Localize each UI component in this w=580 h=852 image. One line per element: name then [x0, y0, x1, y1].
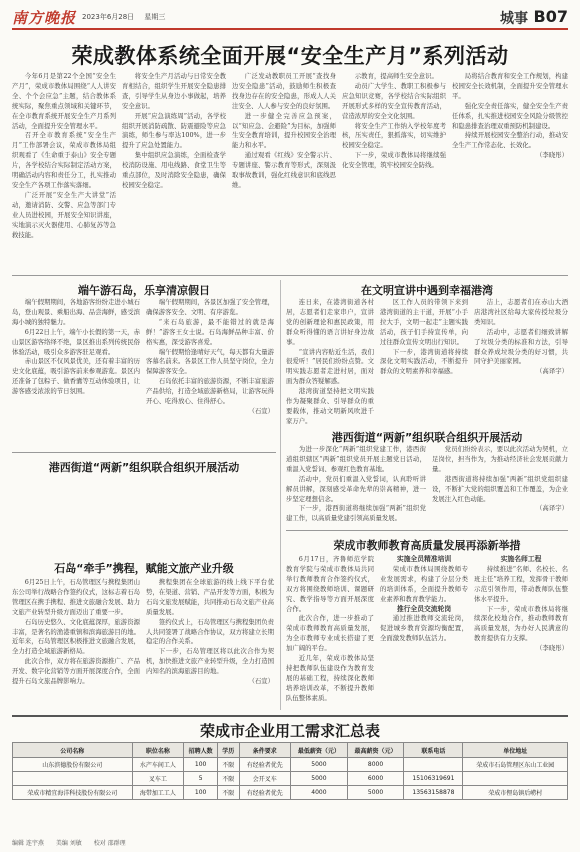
table-cell: 5000 — [291, 758, 348, 772]
haixi-col1: 连日来，在港湾街道各村居，志愿者们走家串户，宣讲党的创新理论和惠民政策，用群众听得懂的语言讲好身边故事。 “宣讲内容贴近生活，我们很爱听！”居民们纷纷点赞。文明实践志愿者走进村居，面对面为群众答疑解惑。 港湾街道坚持把文明实践作为凝聚群众、引导群众的重要载体，推动文明新风吹进千家万户。 — [286, 298, 374, 424]
table-cell: 叉车工 — [132, 772, 184, 786]
rong-headline: 荣成市教师教育高质量发展再添新举措 — [333, 539, 521, 552]
haixi-headline: 在文明宣讲中遇到幸福港湾 — [361, 284, 493, 297]
table-cell: 有经验者优先 — [239, 758, 291, 772]
rong-col1: 6月17日，齐鲁师范学院教育学院与荣成市教体局共同举行教师教育合作签约仪式，双方将围绕教师培训、课题研究、教学指导等方面开展深度合作。 此次合作，进一步推动了荣成市教师教育高质量发展，为全市教师专业成长搭建了更加广阔的平台。 近几年，荣成市教体局坚持把教师队伍建设作为教育发展的基础工程，持续深化教师培养培训改革，不断提升教师队伍整体素质。 — [286, 555, 374, 702]
col-header: 公司名称 — [13, 743, 133, 758]
table-cell: 100 — [184, 786, 218, 800]
table-cell: 100 — [184, 758, 218, 772]
col-header: 联系电话 — [404, 743, 463, 758]
col-header: 招聘人数 — [184, 743, 218, 758]
haixi-col3: 洁上，志愿者们在赤山大酒店港湾社区给每大家传授垃圾分类知识。 活动中，志愿者们细致讲解了垃圾分类的标准和方法，引导群众养成垃圾分类的好习惯，共同守护美丽家园。 （高译宇） — [474, 298, 568, 376]
gang-col1: 为进一步深化“两新”组织党建工作，港西街道组织辖区“两新”组织党员开展主题党日活动，重温入党誓词、参观红色教育基地。 活动中，党员们重温入党誓词，认真聆听讲解员讲解，深刻感受革命先辈的崇高精神，进一步坚定理想信念。 下一步，港西街道将继续加强“两新”组织党建工作，以高质量党建引领高质量发展。 — [286, 445, 426, 523]
col-header: 职位名称 — [132, 743, 184, 758]
shidao-col1: 端午假期期间，各地游客纷纷走进小城石岛，登山观景、乘船出海、品尝海鲜，感受滨海小城的独特魅力。 6月22日上午，端午小长假的第一天，赤山景区游客络绎不绝，景区推出系列传统民俗体验活动，吸引众多游客驻足观看。 赤山景区不仅风景优美，还有着丰富的历史文化底蕴，吸引游客前来参观游览。景区内还准备了包粽子、做香囊等互动体验项目，让游客感受浓浓的节日氛围。 — [12, 298, 140, 396]
col-header: 学历 — [218, 743, 239, 758]
table-cell: 山东滨德股份有限公司 — [13, 758, 133, 772]
table-cell: 13563158878 — [404, 786, 463, 800]
divider — [12, 715, 568, 717]
table-cell: 不限 — [218, 772, 239, 786]
jobs-table — [12, 742, 568, 800]
footer-editor: 编辑 连宇燕 — [12, 840, 44, 847]
table-cell: 5000 — [291, 772, 348, 786]
table-cell — [463, 772, 568, 786]
table-row — [13, 758, 568, 772]
table-cell: 有经验者优先 — [239, 786, 291, 800]
column-divider — [280, 280, 281, 710]
date-bar — [82, 12, 173, 22]
table-cell: 6000 — [347, 772, 404, 786]
table-cell: 5000 — [347, 786, 404, 800]
gang-byline: （高译宇） — [536, 504, 568, 513]
shidao-col2: 端午假期期间，各景区加强了安全管理，确保游客安全、文明、有序游览。 “来石岛旅游，最不能错过的就是海鲜！”游客王女士说。石岛海鲜品种丰富、价格实惠，深受游客喜爱。 端午假期恰逢晴好天气，每天都有大量游客慕名前来。各景区工作人员坚守岗位，全力保障游客安全。 石岛依托丰富的旅游资源，不断丰富旅游产品供给，打造全域旅游新格局，让游客玩得开心、吃得放心、住得舒心。 （石宣） — [146, 298, 274, 415]
shi-col1: 6月25日上午，石岛管理区与携程集团山东公司举行战略合作签约仪式，这标志着石岛管理区在携手携程、推进文旅融合发展、助力文旅产业转型升级方面迈出了重要一步。 石岛历史悠久、文化底蕴深厚，旅游资源丰富，是著名的渔港重镇和滨海旅游目的地。近年来，石岛管理区积极推进文旅融合发展，全力打造全域旅游新格局。 此次合作，双方将在旅游资源推广、产品开发、数字化营销等方面开展深度合作，全面提升石岛文旅品牌影响力。 — [12, 578, 140, 686]
table-cell — [13, 772, 133, 786]
main-article-col1: 今年6月是第22个全国“安全生产月”，荣成市教体局围绕“人人讲安全、个个会应急”主题，结合教体系统实际，聚焦重点领域和关键环节，在全市教育系统开展安全生产月系列活动，全面提升安全管理水平。 召开全市教育系统“安全生产月”工作部署会议，荣成市教体局组织观看了《生命重于泰山》安全专题片，各学校结合实际制定活动方案，明确活动内容和责任分工，扎实推动安全生产各项工作落实落细。 广泛开展“安全生产大讲堂”活动，邀请消防、交警、应急等部门专业人员进校园，开展安全知识讲座，实地演示灭火器使用、心肺复苏等急救技能。 — [12, 72, 116, 239]
table-cell — [404, 758, 463, 772]
footer-design: 美编 刘敏 — [55, 840, 82, 847]
rong-col2: 实施全员精准培训 荣成市教体局围绕教师专业发展需求，构建了分层分类的培训体系，全面提升教师专业素养和教育教学能力。 推行全员交流轮岗 通过推进教师交流轮岗，促进城乡教育资源均衡配置，全面激发教师队伍活力。 — [380, 555, 468, 643]
rong-col3: 实施名师工程 持续推进“名师、名校长、名班主任”培养工程，发挥骨干教师示范引领作用，带动教师队伍整体水平提升。 下一步，荣成市教体局将继续深化校地合作，推动教师教育高质量发展，为办好人民满意的教育提供有力支撑。 （李晓彤） — [474, 555, 568, 653]
jobs-table-header-row — [13, 743, 568, 758]
shi-headline: 石岛“牵手”携程，赋能文旅产业升级 — [54, 562, 234, 575]
gang-headline: 港西街道“两新”组织联合组织开展活动 — [331, 431, 523, 444]
issue-weekday: 星期三 — [144, 13, 166, 21]
table-cell: 会开叉车 — [239, 772, 291, 786]
table-cell: 不限 — [218, 786, 239, 800]
main-headline: 荣成教体系统全面开展“安全生产月”系列活动 — [71, 44, 509, 68]
haixi-col2: 区工作人员的带领下来到港湾街道的主干道，开展“小手拉大手，文明一起走”主题实践活动，孩子们手持宣传单，向过往群众宣传文明出行知识。 下一步，港湾街道将持续深化文明实践活动，不断提升群众的文明素养和幸福感。 — [380, 298, 468, 376]
newspaper-logo: 南方晚报 — [12, 9, 77, 27]
gang-left-headline: 港西街道“两新”组织联合组织开展活动 — [48, 461, 240, 474]
col-header: 最高薪资（元） — [347, 743, 404, 758]
main-article-col2: 将安全生产月活动与日常安全教育相结合，组织学生开展安全隐患排查，引导学生从身边小事做起，培养安全意识。 开展“应急演练周”活动，各学校组织开展消防疏散、防震避险等应急演练，师生参与率达100%，进一步提升了应急处置能力。 集中组织应急演练，全面检查学校消防设施、用电线路、食堂卫生等重点部位，及时消除安全隐患，确保校园安全稳定。 — [122, 72, 226, 189]
page-number: B07 — [533, 7, 568, 26]
col-header: 最低薪资（元） — [291, 743, 348, 758]
footer-proof: 校对 邵群理 — [93, 840, 126, 847]
page-footer — [12, 838, 136, 847]
table-cell: 荣成市俚岛镇后崂村 — [463, 786, 568, 800]
divider — [12, 452, 276, 453]
main-article-col3: 广泛发动教职员工开展“查找身边安全隐患”活动，鼓励师生积极查找身边存在的安全隐患，形成人人关注安全、人人参与安全的良好氛围。 进一步健全完善应急预案，以“知应急、会避险”为目标，加强师生安全教育培训，提升校园安全治理能力和水平。 通过观看《红线》安全警示片、专题讲座、警示教育等形式，深刻汲取事故教训，强化红线意识和底线思维。 — [232, 72, 336, 189]
table-cell: 荣成市石岛管理区东山工业园 — [463, 758, 568, 772]
table-cell: 4000 — [291, 786, 348, 800]
shidao-headline: 端午游石岛，乐享清凉假日 — [78, 284, 210, 297]
table-cell: 水产车间工人 — [132, 758, 184, 772]
section-name: 城事 — [500, 11, 528, 27]
shi-col2: 携程集团在全球旅游的线上线下平台优势，在渠道、营销、产品开发等方面，积极为石岛文旅发展赋能，共同推动石岛文旅产业高质量发展。 签约仪式上，石岛管理区与携程集团负责人共同签署了战略合作协议，双方将建立长期稳定的合作关系。 下一步，石岛管理区将以此次合作为契机，加快推进文旅产业转型升级，全力打造国内知名的滨海旅游目的地。 （石宣） — [146, 578, 274, 686]
col-header: 条件要求 — [239, 743, 291, 758]
table-row — [13, 772, 568, 786]
gang-col2: 党员们纷纷表示，要以此次活动为契机，立足岗位，担当作为，为推动经济社会发展贡献力量。 港西街道将持续加强“两新”组织党组织建设，不断扩大党的组织覆盖和工作覆盖，为企业发展注入红色动能。 （高译宇） — [432, 445, 568, 513]
main-article-col4: 示教育，提高师生安全意识。 动员广大学生、教职工积极参与应急知识竞赛，各学校结合实际组织开展形式多样的安全宣传教育活动，营造浓厚的安全文化氛围。 将安全生产工作纳入学校年度考核，压实责任，狠抓落实，切实维护校园安全稳定。 下一步，荣成市教体局将继续强化安全管理，筑牢校园安全防线。 — [342, 72, 446, 170]
table-cell: 荣成市精宜海洋科技股份有限公司 — [13, 786, 133, 800]
rong-subhead: 实施全员精准培训 — [396, 555, 452, 563]
masthead — [12, 6, 568, 30]
table-cell: 8000 — [347, 758, 404, 772]
divider — [286, 530, 568, 531]
rong-subhead: 实施名师工程 — [500, 555, 542, 563]
rong-subhead: 推行全员交流轮岗 — [396, 604, 452, 613]
jobs-table-title: 荣成市企业用工需求汇总表 — [199, 722, 380, 740]
rong-byline: （李晓彤） — [536, 644, 568, 653]
shidao-byline: （石宣） — [248, 406, 274, 415]
issue-date: 2023年6月28日 — [82, 13, 135, 21]
shi-byline: （石宣） — [248, 677, 274, 686]
main-article-byline: （李晓彤） — [536, 151, 568, 160]
table-cell: 5 — [184, 772, 218, 786]
table-cell: 海带加工工人 — [132, 786, 184, 800]
table-cell: 15106319691 — [404, 772, 463, 786]
main-article-col5: 局将结合教育和安全工作规划，构建校园安全长效机制，全面提升安全管理水平。 强化安全责任落实，健全安全生产责任体系，扎实推进校园安全风险分级管控和隐患排查治理双重预防机制建设。 持续开展校园安全整治行动，推动安全生产工作常态化、长效化。 （李晓彤） — [452, 72, 568, 160]
haixi-byline: （高译宇） — [536, 367, 568, 376]
divider — [12, 275, 568, 276]
col-header: 单位地址 — [463, 743, 568, 758]
table-row — [13, 786, 568, 800]
table-cell: 不限 — [218, 758, 239, 772]
